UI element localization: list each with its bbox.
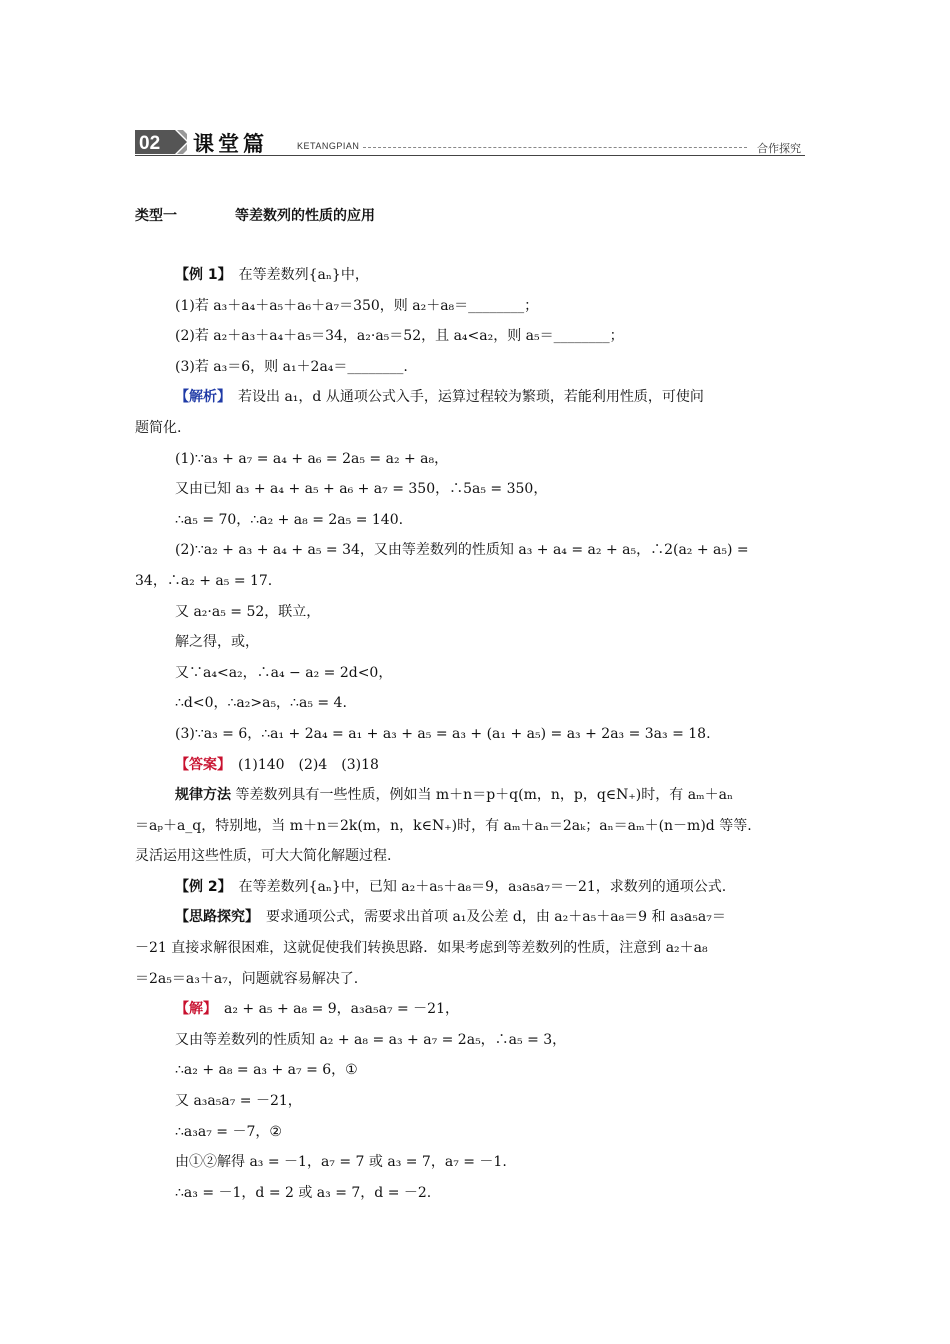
- solution-2-line-5: 又∵a₄<a₂，∴a₄ − a₂ = 2d<0，: [175, 664, 393, 681]
- solution-ex2-line-2: 又由等差数列的性质知 a₂ + a₈ = a₃ + a₇ = 2a₅，∴a₅ = 3，: [175, 1031, 567, 1048]
- solution-ex2-line-7: ∴a₃ = －1，d = 2 或 a₃ = 7，d = －2.: [175, 1184, 432, 1201]
- tag-label: 【答案】: [175, 756, 224, 773]
- header-rule: [135, 155, 805, 156]
- solution-2-line-6: ∴d<0，∴a₂>a₅，∴a₅ = 4.: [175, 695, 347, 712]
- section-heading: [135, 205, 375, 225]
- header-right-label: 合作探究: [757, 142, 801, 155]
- approach-line-2: －21 直接求解很困难，这就促使我们转换思路．如果考虑到等差数列的性质，注意到 a₂＋a₈: [135, 940, 708, 957]
- tag-label: 【例 1】: [175, 267, 225, 283]
- example-1-q1: (1)若 a₃＋a₄＋a₅＋a₆＋a₇＝350，则 a₂＋a₈＝________；: [175, 297, 539, 314]
- example-1-intro: 【例 1】 在等差数列{aₙ}中，: [175, 267, 369, 283]
- solution-ex2-line-6: 由①②解得 a₃ = －1，a₇ = 7 或 a₃ = 7，a₇ = －1.: [175, 1154, 507, 1171]
- tag-label: 【解】: [175, 1001, 210, 1018]
- tag-label: 【思路探究】: [175, 909, 252, 926]
- solution-2-line-1: (2)∵a₂ + a₃ + a₄ + a₅ = 34，又由等差数列的性质知 a₃ + a₄ = a₂ + a₅，∴2(a₂ + a₅) =: [175, 542, 749, 559]
- example-1-q3: (3)若 a₃＝6，则 a₁＋2a₄＝________.: [175, 358, 408, 375]
- solution-ex2-line-5: ∴a₃a₇ = －7，②: [175, 1123, 282, 1140]
- solution-2-line-3: 又 a₂·a₅ = 52，联立，: [175, 603, 321, 620]
- solution-1-line-3: ∴a₅ = 70，∴a₂ + a₈ = 2a₅ = 140.: [175, 511, 404, 528]
- header-subtitle: KETANGPIAN: [297, 141, 360, 151]
- section-label: 类型一: [135, 208, 177, 224]
- solution-2-line-2: 34，∴a₂ + a₅ = 17.: [135, 572, 273, 589]
- solution-2-line-4: 解之得，或，: [175, 634, 259, 651]
- solution-ex2-line-1: 【解】 a₂ + a₅ + a₈ = 9，a₃a₅a₇ = －21，: [175, 1001, 459, 1018]
- method-line-3: 灵活运用这些性质，可大大简化解题过程.: [135, 848, 392, 865]
- page-header: [135, 128, 805, 158]
- header-title: 课堂篇: [193, 132, 268, 156]
- analysis-line-2: 题简化.: [135, 419, 182, 436]
- method-line-2: ＝aₚ＋a_q，特别地，当 m＋n＝2k(m，n，k∈N₊)时，有 aₘ＋aₙ＝2aₖ；aₙ＝aₘ＋(n－m)d 等等.: [135, 817, 752, 834]
- approach-line-3: ＝2a₅＝a₃＋a₇，问题就容易解决了.: [135, 970, 359, 987]
- tag-label: 【例 2】: [175, 878, 225, 895]
- tag-label: 【解析】: [175, 389, 224, 406]
- solution-ex2-line-4: 又 a₃a₅a₇ = －21，: [175, 1093, 302, 1110]
- answer-line: 【答案】 (1)140 (2)4 (3)18: [175, 756, 379, 773]
- approach-line-1: 【思路探究】 要求通项公式，需要求出首项 a₁及公差 d，由 a₂＋a₅＋a₈＝9 和 a₃a₅a₇＝: [175, 909, 726, 926]
- solution-3-line: (3)∵a₃ = 6，∴a₁ + 2a₄ = a₁ + a₃ + a₅ = a₃ + (a₁ + a₅) = a₃ + 2a₃ = 3a₃ = 18.: [175, 725, 711, 742]
- badge-text: 02: [139, 133, 161, 154]
- section-title: 等差数列的性质的应用: [235, 208, 375, 224]
- analysis-line-1: 【解析】 若设出 a₁，d 从通项公式入手，运算过程较为繁琐，若能利用性质，可使问: [175, 389, 704, 406]
- example-2-intro: 【例 2】 在等差数列{aₙ}中，已知 a₂＋a₅＋a₈＝9，a₃a₅a₇＝－21，求数列的通项公式.: [175, 878, 727, 895]
- method-line-1: 规律方法 等差数列具有一些性质，例如当 m＋n＝p＋q(m，n，p，q∈N₊)时，有 aₘ＋aₙ: [175, 787, 734, 804]
- solution-ex2-line-3: ∴a₂ + a₈ = a₃ + a₇ = 6，①: [175, 1062, 358, 1079]
- document-body: [135, 260, 815, 1208]
- example-1-q2: (2)若 a₂＋a₃＋a₄＋a₅＝34，a₂·a₅＝52，且 a₄<a₂，则 a₅＝________；: [175, 328, 624, 345]
- header-dashed-divider: [363, 147, 747, 148]
- section-badge-icon: [135, 130, 187, 154]
- solution-1-line-1: (1)∵a₃ + a₇ = a₄ + a₆ = 2a₅ = a₂ + a₈，: [175, 450, 449, 467]
- method-label: 规律方法: [175, 787, 231, 804]
- solution-1-line-2: 又由已知 a₃ + a₄ + a₅ + a₆ + a₇ = 350，∴5a₅ = 350，: [175, 481, 548, 498]
